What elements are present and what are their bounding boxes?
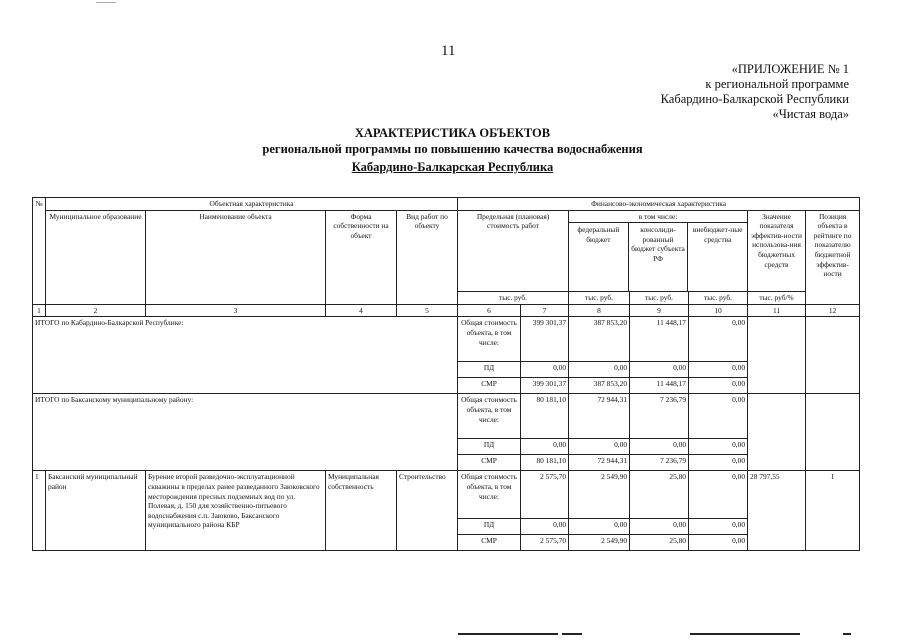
row-kind: ПД (458, 519, 521, 535)
footer-line (690, 633, 800, 635)
header-fin-char: Финансово-экономическая характеристика (458, 198, 860, 211)
row-kind: СМР (458, 378, 521, 394)
header-row-1 (33, 198, 860, 211)
header-ownership: Форма собственности на объект (326, 210, 397, 304)
table-row (33, 317, 860, 362)
row-kind: ПД (458, 439, 521, 455)
object-ownership: Муниципальная собственность (326, 471, 397, 551)
header-consolidated: консолиди-рованный бюджет субъекта РФ (629, 223, 689, 291)
appendix-line-1: «ПРИЛОЖЕНИЕ № 1 (731, 62, 849, 76)
row-federal: 2 549,90 (569, 535, 630, 551)
col-number: 5 (397, 304, 458, 317)
row-cost: 0,00 (521, 439, 569, 455)
table-row (33, 394, 860, 439)
row-cost: 0,00 (521, 362, 569, 378)
doc-title: ХАРАКТЕРИСТИКА ОБЪЕКТОВ (354, 126, 551, 140)
row-cost: 0,00 (521, 519, 569, 535)
col-number: 11 (748, 304, 806, 317)
col-number: 4 (326, 304, 397, 317)
row-federal: 0,00 (569, 519, 630, 535)
row-consolidated: 11 448,17 (630, 378, 689, 394)
row-kind: СМР (458, 535, 521, 551)
object-num: 1 (33, 471, 46, 551)
row-cost: 399 301,37 (521, 317, 569, 362)
header-including: в том числе: (569, 211, 747, 224)
row-cost: 2 575,70 (521, 471, 569, 519)
col-number: 7 (521, 304, 569, 317)
header-municipality: Муниципальное образование (46, 210, 146, 304)
header-object-name: Наименование объекта (146, 210, 326, 304)
col-number-row (33, 304, 860, 317)
row-consolidated: 0,00 (630, 439, 689, 455)
row-extra: 0,00 (689, 455, 748, 471)
header-sub (569, 223, 747, 291)
object-name: Бурение второй разведочно-эксплуатационной скважины в пределах ранее разведанного Заюковского месторождения пресных подземных вод по ул. Полевая, д. 150 для хозяйственно-питьевого водоснабжения с.п. Заюково, Баксанского муниципального района КБР (146, 471, 326, 551)
col-number: 3 (146, 304, 326, 317)
region-title: Кабардино-Балкарская Республика (351, 160, 554, 174)
row-federal: 387 853,20 (569, 378, 630, 394)
footer-line (562, 633, 582, 635)
empty-indicator (748, 394, 806, 471)
row-kind: Общая стоимость объекта, в том числе: (458, 394, 521, 439)
col-number: 1 (33, 304, 46, 317)
row-kind: СМР (458, 455, 521, 471)
doc-subtitle: региональной программы по повышению качества водоснабжения (262, 142, 643, 156)
row-federal: 72 944,31 (569, 455, 630, 471)
header-extra: внебюджет-ные средства (692, 225, 743, 244)
object-position: 1 (806, 471, 860, 551)
row-extra: 0,00 (689, 439, 748, 455)
appendix-line-4: «Чистая вода» (772, 107, 849, 121)
col-number: 12 (806, 304, 860, 317)
header-object-char: Объектная характеристика (46, 198, 458, 211)
header-indicator: Значение показателя эффектив-ности использова-ния бюджетных средств (748, 210, 806, 292)
row-cost: 80 181,10 (521, 394, 569, 439)
row-consolidated: 11 448,17 (630, 317, 689, 362)
row-federal: 387 853,20 (569, 317, 630, 362)
header-cost: Предельная (плановая) стоимость работ (458, 210, 569, 292)
row-extra: 0,00 (689, 471, 748, 519)
header-work-type: Вид работ по объекту (397, 210, 458, 304)
object-indicator: 28 797,55 (748, 471, 806, 551)
col-number: 9 (630, 304, 689, 317)
row-federal: 72 944,31 (569, 394, 630, 439)
row-extra: 0,00 (689, 519, 748, 535)
unit-extra: тыс. руб. (689, 292, 748, 305)
row-consolidated: 7 236,79 (630, 455, 689, 471)
col-number: 10 (689, 304, 748, 317)
footer-line (843, 633, 851, 635)
footer-line (458, 633, 558, 635)
col-number: 2 (46, 304, 146, 317)
row-extra: 0,00 (689, 378, 748, 394)
unit-indicator: тыс. руб/% (748, 292, 806, 305)
row-cost: 2 575,70 (521, 535, 569, 551)
row-consolidated: 25,80 (630, 535, 689, 551)
row-consolidated: 25,80 (630, 471, 689, 519)
row-extra: 0,00 (689, 317, 748, 362)
header-federal: федеральный бюджет (569, 223, 629, 291)
row-kind: Общая стоимость объекта, в том числе: (458, 471, 521, 519)
table-row (33, 471, 860, 519)
page-number: 11 (441, 43, 456, 59)
col-number: 6 (458, 304, 521, 317)
row-consolidated: 7 236,79 (630, 394, 689, 439)
row-federal: 2 549,90 (569, 471, 630, 519)
row-kind: ПД (458, 362, 521, 378)
row-extra: 0,00 (689, 394, 748, 439)
row-federal: 0,00 (569, 439, 630, 455)
row-extra: 0,00 (689, 535, 748, 551)
header-position: Позиция объекта в рейтинге по показателю бюджетной эффектив-ности (806, 210, 860, 304)
scan-mark (96, 2, 116, 3)
unit-cost: тыс. руб. (458, 292, 569, 305)
object-municipality: Баксанский муниципальный район (46, 471, 146, 551)
empty-position (806, 394, 860, 471)
row-cost: 399 301,37 (521, 378, 569, 394)
object-work: Строительство (397, 471, 458, 551)
objects-table (32, 197, 860, 551)
total-baksan-label: ИТОГО по Баксанскому муниципальному району: (33, 394, 458, 471)
header-including-cell (569, 210, 748, 292)
unit-consolidated: тыс. руб. (630, 292, 689, 305)
header-num: № (33, 198, 46, 305)
row-extra: 0,00 (689, 362, 748, 378)
row-kind: Общая стоимость объекта, в том числе: (458, 317, 521, 362)
header-row-2 (33, 210, 860, 292)
total-kbr-label: ИТОГО по Кабардино-Балкарской Республике: (33, 317, 458, 394)
appendix-line-3: Кабардино-Балкарской Республики (660, 92, 849, 106)
row-consolidated: 0,00 (630, 362, 689, 378)
row-cost: 80 181,10 (521, 455, 569, 471)
row-federal: 0,00 (569, 362, 630, 378)
appendix-line-2: к региональной программе (705, 77, 849, 91)
col-number: 8 (569, 304, 630, 317)
empty-indicator (748, 317, 806, 394)
appendix-note (661, 62, 849, 122)
unit-federal: тыс. руб. (569, 292, 630, 305)
row-consolidated: 0,00 (630, 519, 689, 535)
empty-position (806, 317, 860, 394)
